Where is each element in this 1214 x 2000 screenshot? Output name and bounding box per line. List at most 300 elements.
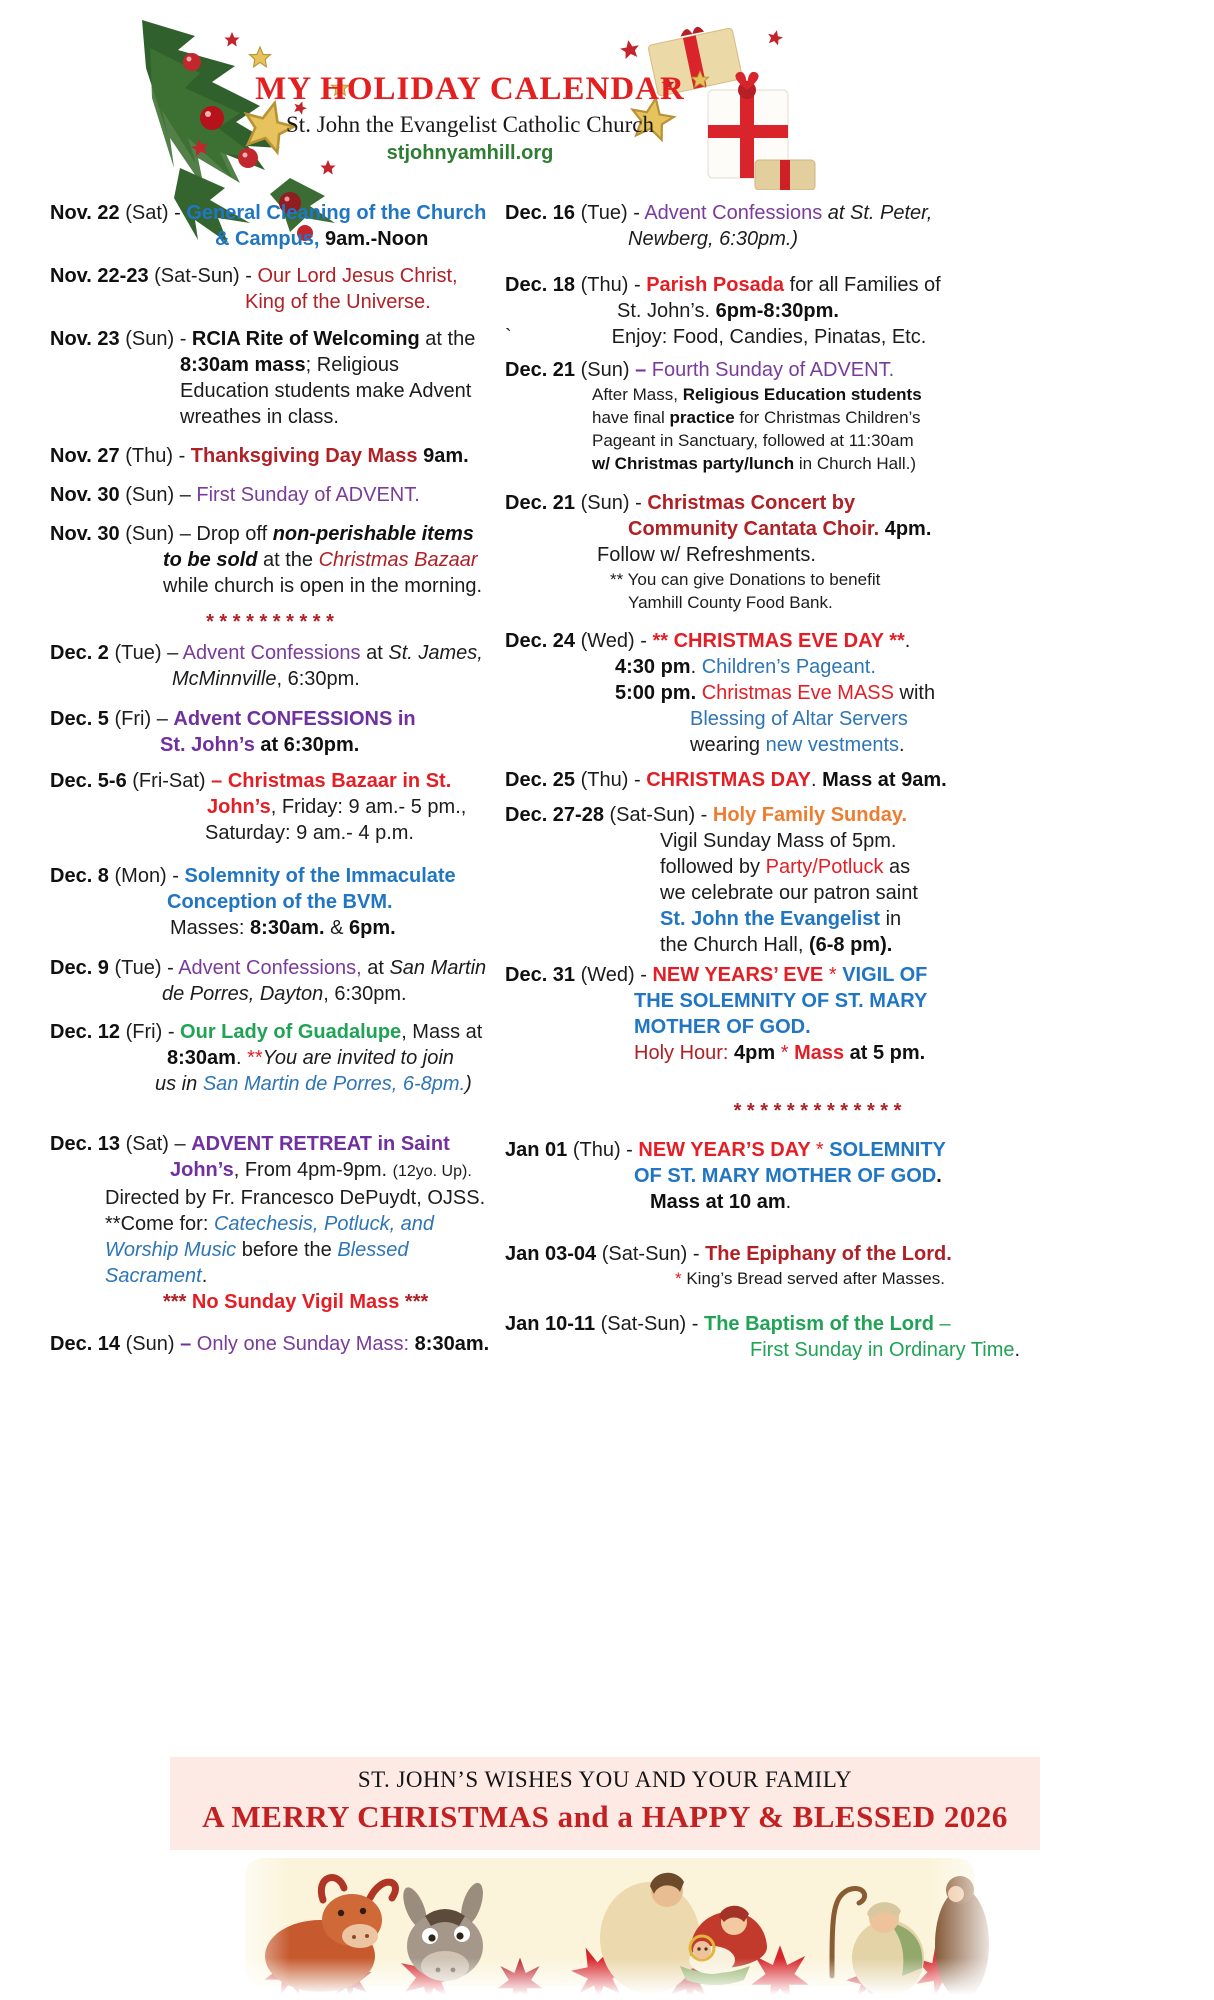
text-segment: (Wed) - <box>575 630 653 652</box>
entry-line <box>50 1157 490 1185</box>
text-segment: 4pm. <box>879 518 932 540</box>
text-segment: Holy Hour: <box>634 1042 735 1064</box>
entry-line <box>505 1311 1130 1337</box>
footer-greeting-text: A MERRY CHRISTMAS and a HAPPY & BLESSED 2026 <box>202 1799 1008 1834</box>
entry-line <box>50 732 490 758</box>
text-segment: practice <box>669 408 735 427</box>
text-segment: Blessing of Altar Servers <box>690 708 908 730</box>
entry-line <box>505 802 1130 828</box>
text-segment: Enjoy: Food, Candies, Pinatas, Etc. <box>611 326 927 348</box>
entry-line <box>505 226 1130 252</box>
text-segment: * <box>780 1042 795 1064</box>
event-dec-27-28 <box>505 802 1130 958</box>
event-dec-5 <box>50 706 490 758</box>
text-segment: . <box>899 734 905 756</box>
text-segment: (Tue) - <box>108 957 179 979</box>
entry-line <box>505 1014 1130 1040</box>
entry-line <box>505 706 1130 732</box>
text-segment: , Mass at <box>401 1021 483 1043</box>
entry-line <box>505 452 1130 475</box>
text-segment: – <box>635 359 652 381</box>
text-segment: Mass at 9am. <box>822 769 947 791</box>
text-segment: (Sat-Sun) - <box>595 1313 704 1335</box>
text-segment: Party/Potluck <box>765 856 884 878</box>
entry-line <box>50 200 490 226</box>
text-segment: (Sat) – <box>120 1133 192 1155</box>
text-segment: followed by <box>660 856 766 878</box>
event-jan-10-11 <box>505 1311 1130 1363</box>
text-segment: Only one Sunday Mass: <box>196 1333 415 1355</box>
text-segment: Dec. 25 <box>505 769 576 791</box>
entry-line <box>50 352 490 378</box>
text-segment: , Friday: 9 am.- 5 pm., <box>270 796 467 818</box>
text-segment: SOLEMNITY <box>829 1139 946 1161</box>
entry-line <box>50 289 490 315</box>
entry-line <box>50 609 490 635</box>
text-segment: Dec. 12 <box>50 1021 121 1043</box>
text-segment: Yamhill County Food Bank. <box>628 593 833 612</box>
text-segment: Catechesis, Potluck, and <box>213 1213 435 1235</box>
text-segment: wreathes in class. <box>180 406 339 428</box>
text-segment: Dec. 8 <box>50 865 109 887</box>
event-dec-24 <box>505 628 1130 758</box>
text-segment: **Come for: <box>105 1213 214 1235</box>
entry-line <box>505 1040 1130 1066</box>
text-segment: at St. Peter, <box>827 202 933 224</box>
event-nov-30-advent <box>50 482 490 508</box>
text-segment: (Thu) - <box>575 274 647 296</box>
text-segment: ** CHRISTMAS EVE DAY ** <box>652 630 905 652</box>
text-segment: (Tue) - <box>575 202 645 224</box>
text-segment: in <box>880 908 902 930</box>
entry-line <box>50 263 490 289</box>
text-segment: at the <box>419 328 476 350</box>
text-segment: * <box>828 964 843 986</box>
entry-line <box>505 1098 1130 1124</box>
text-segment: Nov. 23 <box>50 328 120 350</box>
text-segment: NEW YEARS’ EVE <box>652 964 829 986</box>
text-segment: *** <box>163 1291 192 1313</box>
event-dec-13 <box>50 1131 490 1315</box>
text-segment: Dec. 31 <box>505 964 576 986</box>
text-segment: Christmas Concert by <box>647 492 856 514</box>
website-url: stjohnyamhill.org <box>386 142 554 164</box>
entry-line <box>505 591 1130 614</box>
entry-line <box>50 1331 490 1357</box>
text-segment: (Sun) – Drop off <box>119 523 273 545</box>
text-segment: (Fri-Sat) <box>126 770 212 792</box>
text-segment: Thanksgiving Day Mass <box>190 445 418 467</box>
text-segment: NEW YEAR’S DAY <box>638 1139 816 1161</box>
edge-fade-bottom <box>220 1958 1000 1995</box>
event-nov-22-23 <box>50 263 490 315</box>
text-segment: Conception of the BVM. <box>167 891 393 913</box>
entry-line <box>50 640 490 666</box>
text-segment: ) <box>465 1073 472 1095</box>
text-segment: Our Lord Jesus Christ, <box>257 265 458 287</box>
entry-line <box>50 889 490 915</box>
text-segment: Mass at 10 am <box>650 1191 786 1213</box>
text-segment: . <box>690 656 702 678</box>
text-segment: The Baptism of the Lord <box>704 1313 934 1335</box>
text-segment: Sacrament <box>105 1265 202 1287</box>
text-segment: Mass <box>794 1042 845 1064</box>
text-segment: MOTHER OF GOD. <box>634 1016 811 1038</box>
text-segment: . <box>936 1165 942 1187</box>
text-segment: San Martin de Porres, 6-8pm. <box>202 1073 466 1095</box>
text-segment: Dec. 18 <box>505 274 576 296</box>
entry-line <box>50 981 490 1007</box>
text-segment: Children’s Pageant. <box>701 656 876 678</box>
text-segment: while church is open in the morning. <box>163 575 483 597</box>
text-segment: for all Families of <box>784 274 941 296</box>
text-segment: John’s <box>170 1159 234 1181</box>
text-segment: Advent Confessions <box>644 202 828 224</box>
entry-line <box>50 915 490 941</box>
text-segment: First Sunday of ADVENT. <box>196 484 420 506</box>
nativity-scene-illustration <box>220 1858 1000 1995</box>
entry-line <box>50 1019 490 1045</box>
entry-line <box>505 854 1130 880</box>
entry-line <box>50 443 490 469</box>
text-segment: Dec. 16 <box>505 202 576 224</box>
entry-line <box>50 1071 490 1097</box>
text-segment: before the <box>236 1239 338 1261</box>
text-segment: – <box>180 1333 197 1355</box>
text-segment: (Thu) - <box>119 445 191 467</box>
text-segment: (12yo. Up). <box>392 1163 472 1180</box>
text-segment: with <box>893 682 936 704</box>
entry-line <box>50 768 490 794</box>
entry-line <box>505 732 1130 758</box>
text-segment: Holy Family Sunday. <box>712 804 908 826</box>
event-nov-23 <box>50 326 490 430</box>
text-segment: new vestments <box>765 734 899 756</box>
entry-line <box>50 326 490 352</box>
text-segment: St. James, <box>388 642 483 664</box>
text-segment: 8:30am <box>167 1047 236 1069</box>
event-dec-12 <box>50 1019 490 1097</box>
text-segment: as <box>883 856 911 878</box>
text-segment: 8:30am mass <box>180 354 306 376</box>
entry-line <box>505 988 1130 1014</box>
text-segment: (Fri) – <box>108 708 174 730</box>
text-segment: non-perishable items <box>272 523 474 545</box>
text-segment: 6pm. <box>348 917 396 939</box>
text-segment: (Thu) - <box>567 1139 639 1161</box>
text-segment: The Epiphany of the Lord. <box>705 1243 952 1265</box>
entry-line <box>505 1337 1130 1363</box>
entry-line <box>505 1267 1130 1290</box>
text-segment: 9am.-Noon <box>325 228 429 250</box>
text-segment: Nov. 30 <box>50 523 120 545</box>
text-segment: Advent CONFESSIONS in <box>173 708 416 730</box>
entry-line <box>50 1211 490 1237</box>
text-segment: Dec. 2 <box>50 642 109 664</box>
text-segment: (Wed) - <box>575 964 653 986</box>
event-nov-30-dropoff <box>50 521 490 599</box>
entry-line <box>505 383 1130 406</box>
text-segment: 8:30am. <box>250 917 325 939</box>
entry-line <box>505 272 1130 298</box>
text-segment: Christmas Bazaar <box>318 549 478 571</box>
text-segment: RCIA Rite of Welcoming <box>191 328 420 350</box>
text-segment: ` <box>505 326 512 348</box>
text-segment: 9am. <box>417 445 469 467</box>
entry-line <box>505 542 1130 568</box>
text-segment: have final <box>592 408 670 427</box>
entry-line <box>505 1241 1130 1267</box>
text-segment: & Campus, <box>215 228 326 250</box>
text-segment: (Sun) <box>575 359 636 381</box>
entry-line <box>505 568 1130 591</box>
text-segment: King of the Universe. <box>245 291 431 313</box>
event-dec-31 <box>505 962 1130 1066</box>
entry-line <box>505 962 1130 988</box>
entry-line <box>505 654 1130 680</box>
text-segment: (Sun) - <box>119 328 192 350</box>
text-segment: Dec. 14 <box>50 1333 121 1355</box>
text-segment: – Christmas Bazaar in St. <box>211 770 452 792</box>
text-segment: , 6:30pm. <box>276 668 360 690</box>
text-segment: Dec. 5 <box>50 708 109 730</box>
text-segment: (Tue) – <box>108 642 183 664</box>
text-segment: Directed by Fr. Francesco DePuydt, OJSS. <box>105 1187 486 1209</box>
text-segment: ; Religious <box>305 354 400 376</box>
text-segment: . <box>904 630 911 652</box>
event-dec-21-advent <box>505 357 1130 475</box>
text-segment: Community Cantata Choir. <box>628 518 880 540</box>
entry-line <box>50 521 490 547</box>
text-segment: King’s Bread served after Masses. <box>686 1269 945 1288</box>
entry-line <box>50 404 490 430</box>
text-segment: . <box>201 1265 208 1287</box>
page-title: MY HOLIDAY CALENDAR <box>255 71 685 107</box>
event-jan-01 <box>505 1137 1130 1215</box>
entry-line <box>505 1163 1130 1189</box>
text-segment: . <box>235 1047 248 1069</box>
text-segment: (Sat) - <box>119 202 187 224</box>
text-segment: * <box>675 1269 687 1288</box>
text-segment: (Sun) - <box>575 492 648 514</box>
text-segment: ADVENT RETREAT in Saint <box>191 1133 450 1155</box>
text-segment: ** You can give Donations to benefit <box>610 570 881 589</box>
entry-line <box>505 932 1130 958</box>
text-segment: at 5 pm. <box>844 1042 926 1064</box>
text-segment: Jan 03-04 <box>505 1243 597 1265</box>
separator-stars-left <box>50 609 490 635</box>
entry-line <box>505 406 1130 429</box>
text-segment: at <box>361 957 390 979</box>
entry-line <box>50 547 490 573</box>
text-segment: Nov. 22-23 <box>50 265 149 287</box>
text-segment: Masses: <box>170 917 251 939</box>
text-segment: Dec. 5-6 <box>50 770 127 792</box>
text-segment: (Sun) – <box>119 484 197 506</box>
event-dec-25 <box>505 767 1130 793</box>
text-segment: ** <box>247 1047 263 1069</box>
text-segment: Education students make Advent <box>180 380 472 402</box>
text-segment: us in <box>155 1073 203 1095</box>
text-segment: Nov. 30 <box>50 484 120 506</box>
text-segment: CHRISTMAS DAY <box>646 769 812 791</box>
text-segment: . <box>1014 1339 1021 1361</box>
text-segment: Dec. 21 <box>505 492 576 514</box>
text-segment: w/ Christmas party/lunch <box>592 454 795 473</box>
entry-line <box>505 628 1130 654</box>
text-segment: – <box>934 1313 951 1335</box>
text-segment: San Martin <box>389 957 487 979</box>
event-dec-16 <box>505 200 1130 252</box>
event-dec-5-6 <box>50 768 490 846</box>
text-segment: St. John the Evangelist <box>660 908 881 930</box>
entry-line <box>505 1137 1130 1163</box>
text-segment: at 6:30pm. <box>254 734 360 756</box>
entry-line <box>505 516 1130 542</box>
entry-line <box>50 226 490 252</box>
text-segment: You are invited to join <box>262 1047 454 1069</box>
text-segment: Christmas Eve MASS <box>701 682 894 704</box>
event-jan-03-04 <box>505 1241 1130 1290</box>
entry-line <box>50 794 490 820</box>
text-segment: Jan 10-11 <box>505 1313 596 1335</box>
text-segment: St. John’s. <box>617 300 716 322</box>
text-segment: THE SOLEMNITY OF ST. MARY <box>634 990 928 1012</box>
text-segment: Our Lady of Guadalupe <box>180 1021 402 1043</box>
entry-line <box>505 906 1130 932</box>
entry-line <box>50 1289 490 1315</box>
text-segment: * * * * * * * * * * * * * <box>733 1100 902 1122</box>
text-segment: . <box>785 1191 792 1213</box>
flyer-header <box>150 70 790 166</box>
text-segment: de Porres, Dayton <box>162 983 324 1005</box>
text-segment: the Church Hall, <box>660 934 809 956</box>
text-segment: * <box>815 1139 830 1161</box>
entry-line <box>505 828 1130 854</box>
text-segment: (Sun) <box>120 1333 181 1355</box>
entry-line <box>50 1045 490 1071</box>
text-segment: (Mon) - <box>108 865 185 887</box>
text-segment: 6pm-8:30pm. <box>715 300 839 322</box>
calendar-column-left <box>50 200 490 1369</box>
entry-line <box>505 357 1130 383</box>
entry-line <box>505 298 1130 324</box>
text-segment: VIGIL OF <box>842 964 928 986</box>
footer-banner <box>170 1757 1040 1850</box>
entry-line <box>50 1185 490 1211</box>
text-segment: we celebrate our patron saint <box>660 882 918 904</box>
text-segment: Follow w/ Refreshments. <box>597 544 816 566</box>
entry-line <box>505 490 1130 516</box>
text-segment: (Fri) - <box>120 1021 181 1043</box>
text-segment: Fourth Sunday of ADVENT. <box>651 359 895 381</box>
text-segment: 4pm <box>734 1042 781 1064</box>
entry-line <box>50 1131 490 1157</box>
text-segment: to be sold <box>163 549 258 571</box>
text-segment: McMinnville <box>172 668 277 690</box>
text-segment: & <box>324 917 349 939</box>
text-segment: (Thu) - <box>575 769 647 791</box>
text-segment: Vigil Sunday Mass of 5pm. <box>660 830 897 852</box>
text-segment: Pageant in Sanctuary, followed at 11:30am <box>592 431 914 450</box>
text-segment: wearing <box>690 734 766 756</box>
text-segment: (Sat-Sun) - <box>596 1243 706 1265</box>
text-segment: , 6:30pm. <box>323 983 407 1005</box>
entry-line <box>50 378 490 404</box>
text-segment: Worship Music <box>105 1239 237 1261</box>
entry-line <box>505 680 1130 706</box>
entry-line <box>505 200 1130 226</box>
entry-line <box>50 482 490 508</box>
entry-line <box>50 820 490 846</box>
event-dec-8 <box>50 863 490 941</box>
text-segment: Advent Confessions, <box>178 957 362 979</box>
text-segment: Parish Posada <box>646 274 785 296</box>
entry-line <box>505 1189 1130 1215</box>
text-segment: Advent Confessions <box>182 642 361 664</box>
event-dec-21-concert <box>505 490 1130 614</box>
entry-line <box>50 1263 490 1289</box>
text-segment: Blessed <box>337 1239 409 1261</box>
separator-stars-right <box>505 1098 1130 1124</box>
text-segment: General Cleaning of the Church <box>186 202 487 224</box>
text-segment: St. John’s <box>160 734 255 756</box>
text-segment: John’s <box>207 796 271 818</box>
text-segment: Dec. 9 <box>50 957 109 979</box>
text-segment: (6-8 pm). <box>808 934 893 956</box>
text-segment: Nov. 27 <box>50 445 120 467</box>
event-dec-9 <box>50 955 490 1007</box>
entry-line <box>50 573 490 599</box>
event-nov-27 <box>50 443 490 469</box>
text-segment: 8:30am. <box>414 1333 490 1355</box>
entry-line <box>505 324 1130 350</box>
text-segment: Newberg, 6:30pm.) <box>628 228 799 250</box>
text-segment: Dec. 21 <box>505 359 576 381</box>
entry-line <box>50 706 490 732</box>
text-segment: at <box>360 642 389 664</box>
event-dec-2 <box>50 640 490 692</box>
church-name: St. John the Evangelist Catholic Church <box>286 112 654 137</box>
event-dec-14 <box>50 1331 490 1357</box>
text-segment: Solemnity of the Immaculate <box>184 865 456 887</box>
text-segment: (Sat-Sun) - <box>148 265 258 287</box>
text-segment: (Sat-Sun) - <box>603 804 713 826</box>
text-segment: First Sunday in Ordinary Time <box>750 1339 1015 1361</box>
text-segment: *** <box>399 1291 429 1313</box>
text-segment: 5:00 pm. <box>615 682 702 704</box>
text-segment: Dec. 24 <box>505 630 576 652</box>
entry-line <box>505 429 1130 452</box>
text-segment: . <box>811 769 823 791</box>
entry-line <box>50 666 490 692</box>
text-segment: Religious Education students <box>677 385 922 404</box>
text-segment: at the <box>257 549 319 571</box>
text-segment: Dec. 13 <box>50 1133 121 1155</box>
text-segment: in Church Hall.) <box>794 454 917 473</box>
text-segment: After Mass, <box>592 385 678 404</box>
text-segment: Dec. 27-28 <box>505 804 604 826</box>
entry-line <box>50 955 490 981</box>
entry-line <box>50 1237 490 1263</box>
text-segment: , From 4pm-9pm. <box>233 1159 393 1181</box>
calendar-column-right <box>505 200 1130 1375</box>
event-nov-22 <box>50 200 490 252</box>
entry-line <box>505 767 1130 793</box>
text-segment: No Sunday Vigil Mass <box>191 1291 400 1313</box>
text-segment: Saturday: 9 am.- 4 p.m. <box>205 822 414 844</box>
text-segment: Nov. 22 <box>50 202 120 224</box>
